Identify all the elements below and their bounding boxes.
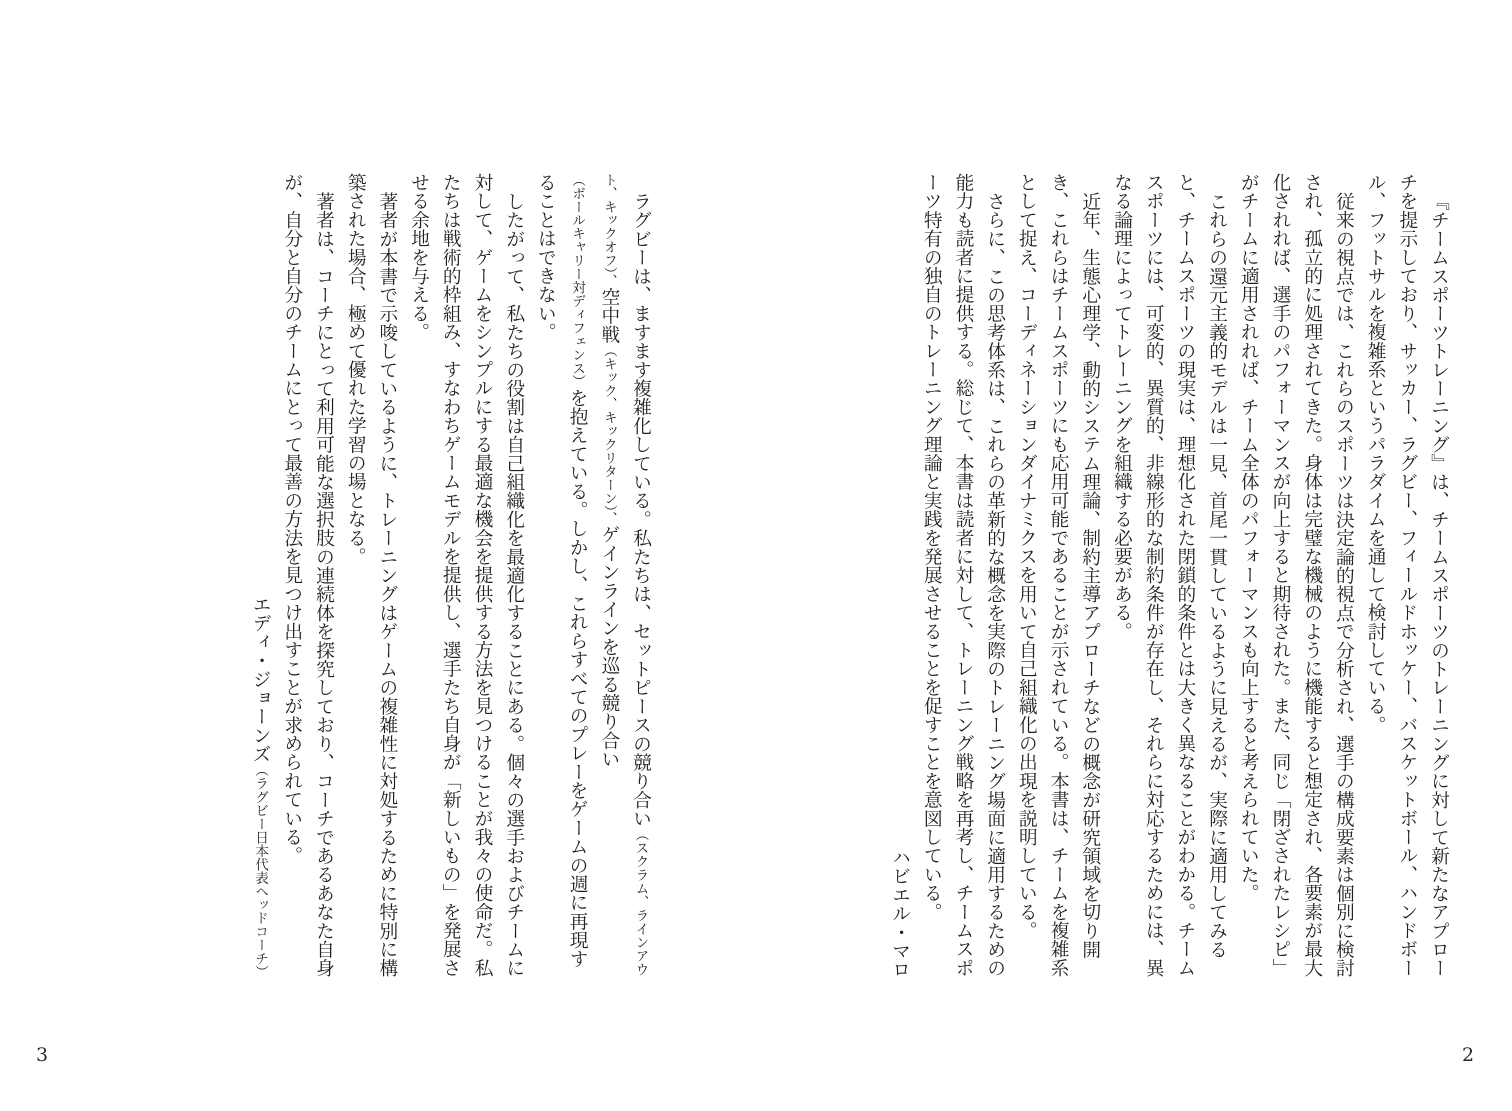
paragraph-text-small: （スクラム、ラインアウト、キックオフ）、 — [601, 173, 648, 976]
page-number-left: 3 — [36, 1044, 49, 1066]
page-2-paragraph-2 — [1232, 173, 1359, 979]
paragraph-text: 空中戦 — [598, 287, 620, 344]
paragraph-text: 著者は、コーチにとって利用可能な選択肢の連続体を探究しており、コーチであるあなた自身が、自分と自分のチームにとって最善の方法を見つけ出すことが求められている。 — [281, 173, 334, 978]
page-3-text-block — [244, 173, 656, 979]
paragraph-text: を抱えている。しかし、これらすべてのプレーをゲームの週に再現することはできない。 — [534, 173, 588, 969]
signature-text: エディ・ジョーンズ — [249, 595, 271, 764]
page-3-paragraph-1 — [529, 173, 656, 979]
paragraph-text: 近年、生態心理学、動的システム理論、制約主導アプローチなどの概念が研究領域を切り開き、これらはチームスポーツにも応用可能であることが示されている。本書は、チームを複雑系として捉え、コーディネーションダイナミクスを用いて自己組織化の出現を説明している。 — [1015, 173, 1101, 978]
page-3-paragraph-2 — [402, 173, 529, 979]
page-2-signature — [883, 173, 915, 979]
paragraph-text: ラグビーは、ますます複雑化している。私たちは、セットピースの競り合い — [630, 191, 651, 828]
page-number-right: 2 — [1462, 1044, 1475, 1066]
paragraph-text: したがって、私たちの役割は自己組織化を最適化することにある。個々の選手およびチームに対して、ゲームをシンプルにする最適な機会を提供する方法を見つけることが我々の使命だ。私たちは戦術的枠組み、すなわちゲームモデルを提供し、選手たち自身が「新しいもの」を発展させる余地を与える。 — [408, 173, 525, 978]
paragraph-text: 著者が本書で示唆しているように、トレーニングはゲームの複雑性に対処するために特別に構築された場合、極めて優れた学習の場となる。 — [344, 173, 398, 978]
page-2-paragraph-1 — [1359, 173, 1454, 979]
page-2-paragraph-3 — [1105, 173, 1232, 979]
page-3-paragraph-4 — [276, 173, 339, 979]
paragraph-text: 『チームスポーツトレーニング』は、チームスポーツのトレーニングに対して新たなアプローチを提示しており、サッカー、ラグビー、フィールドホッケー、バスケットボール、ハンドボール、フットサルを複雑系というパラダイムを通して検討している。 — [1364, 173, 1449, 978]
page-2-paragraph-5 — [915, 173, 1010, 979]
paragraph-text: さらに、この思考体系は、これらの革新的な概念を実際のトレーニング場面に適用するための能力も読者に提供する。総じて、本書は読者に対して、トレーニング戦略を再考し、チームスポーツ特有の独自のトレーニング理論と実践を発展させることを促すことを意図している。 — [920, 173, 1006, 978]
page-3-signature — [244, 173, 276, 979]
page-2-paragraph-4 — [1010, 173, 1105, 979]
paragraph-text: ゲインラインを巡る競り合い — [598, 525, 620, 769]
paragraph-text-small: （キック、キックリターン）、 — [601, 343, 617, 526]
paragraph-text-small: （ボールキャリー対ディフェンス） — [569, 173, 585, 389]
page-3-paragraph-3 — [339, 173, 402, 979]
paragraph-text: これらの還元主義的モデルは一見、首尾一貫しているように見えるが、実際に適用してみると、チームスポーツの現実は、理想化された閉鎖的条件とは大きく異なることがわかる。チームスポーツには、可変的、異質的、非線形的な制約条件が存在し、それらに対応するためには、異なる論理によってトレーニングを組織する必要がある。 — [1110, 173, 1228, 978]
page-2-text-block — [883, 173, 1454, 979]
signature-text: ハビエル・マロ — [889, 848, 911, 979]
signature-title-small: （ラグビー日本代表ヘッドコーチ） — [252, 763, 268, 979]
paragraph-text: 従来の視点では、これらのスポーツは決定論的視点で分析され、選手の構成要素は個別に検討され、孤立的に処理されてきた。身体は完璧な機械のように機能すると想定され、各要素が最大化されれば、選手のパフォーマンスが向上すると期待された。また、同じ「閉ざされたレシピ」がチームに適用されれば、チーム全体のパフォーマンスも向上すると考えられていた。 — [1237, 173, 1354, 978]
